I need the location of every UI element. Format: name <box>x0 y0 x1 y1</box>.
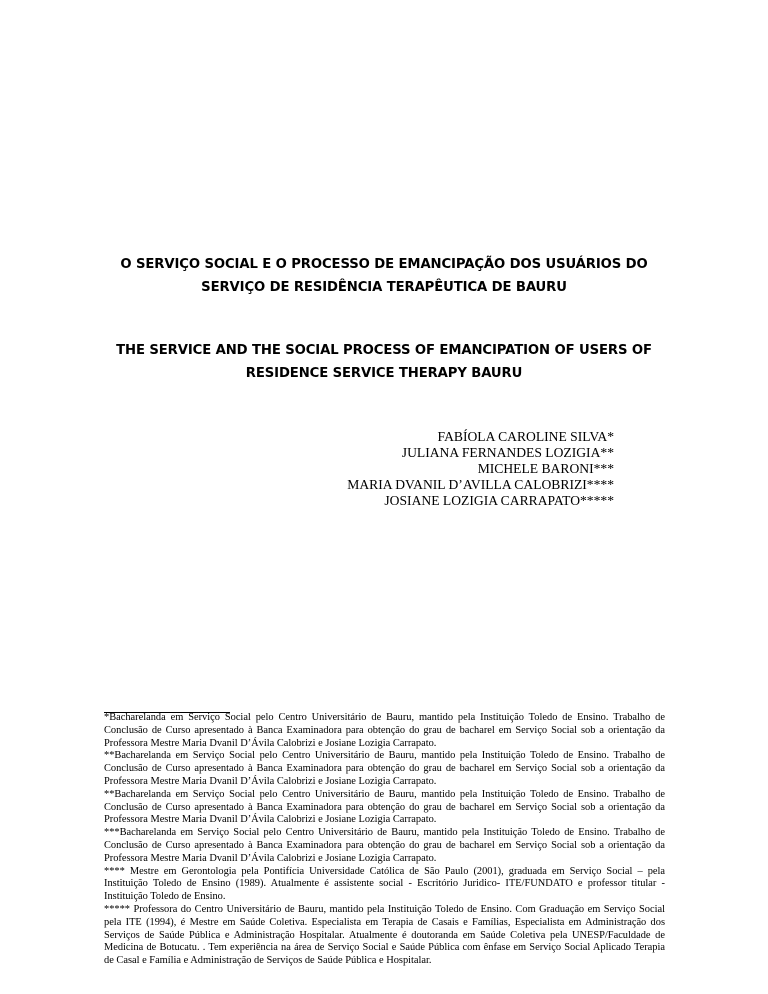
title-english <box>0 339 768 385</box>
author-1: FABÍOLA CAROLINE SILVA* <box>437 429 614 444</box>
author-list <box>347 429 614 509</box>
footnote-2: **Bacharelanda em Serviço Social pelo Centro Universitário de Bauru, mantido pela Instituição Toledo de Ensino. Trabalho de Conclusão de Curso apresentado à Banca Examinadora para obtenção do grau de bacharel em Serviço Social sob a orientação da Professora Mestre Maria Dvanil D’Ávila Calobrizi e Josiane Lozigia Carrapato. <box>104 750 665 787</box>
footnotes <box>104 712 665 968</box>
author-4: MARIA DVANIL D’AVILLA CALOBRIZI**** <box>347 477 614 492</box>
footnote-3: **Bacharelanda em Serviço Social pelo Centro Universitário de Bauru, mantido pela Instituição Toledo de Ensino. Trabalho de Conclusão de Curso apresentado à Banca Examinadora para obtenção do grau de bacharel em Serviço Social sob a orientação da Professora Mestre Maria Dvanil D’Ávila Calobrizi e Josiane Lozigia Carrapato. <box>104 788 665 826</box>
footnote-1: *Bacharelanda em Serviço Social pelo Centro Universitário de Bauru, mantido pela Instituição Toledo de Ensino. Trabalho de Conclusão de Curso apresentado à Banca Examinadora para obtenção do grau de bacharel em Serviço Social sob a orientação da Professora Mestre Maria Dvanil D’Ávila Calobrizi e Josiane Lozigia Carrapato. <box>104 712 665 749</box>
author-5: JOSIANE LOZIGIA CARRAPATO***** <box>384 493 614 508</box>
footnote-4: ***Bacharelanda em Serviço Social pelo Centro Universitário de Bauru, mantido pela Instituição Toledo de Ensino. Trabalho de Conclusão de Curso apresentado à Banca Examinadora para obtenção do grau de bacharel em Serviço Social sob a orientação da Professora Mestre Maria Dvanil D’Ávila Calobrizi e Josiane Lozigia Carrapato. <box>104 827 665 864</box>
title-english-line-2: RESIDENCE SERVICE THERAPY BAURU <box>245 366 523 381</box>
footnote-5: **** Mestre em Gerontologia pela Pontifícia Universidade Católica de São Paulo (2001), graduada em Serviço Social – pela Instituição Toledo de Ensino (1989). Atualmente é assistente social - Escritório Juridico- ITE/FUNDATO e professor titular - Instituição Toledo de Ensino. <box>104 865 665 903</box>
title-portuguese-line-2: SERVIÇO DE RESIDÊNCIA TERAPÊUTICA DE BAURU <box>201 280 567 295</box>
title-portuguese-line-1: O SERVIÇO SOCIAL E O PROCESSO DE EMANCIPAÇÃO DOS USUÁRIOS DO <box>120 257 648 272</box>
title-portuguese <box>0 253 768 299</box>
author-3: MICHELE BARONI*** <box>477 461 614 476</box>
title-english-line-1: THE SERVICE AND THE SOCIAL PROCESS OF EMANCIPATION OF USERS OF <box>116 343 652 358</box>
author-2: JULIANA FERNANDES LOZIGIA** <box>401 445 614 460</box>
footnote-6: ***** Professora do Centro Universitário de Bauru, mantido pela Instituição Toledo de Ensino. Com Graduação em Serviço Social pela ITE (1994), é Mestre em Saúde Coletiva. Especialista em Terapia de Casais e Famílias, Especialista em Administração dos Serviços de Saúde Pública e Administração Hospitalar. Atualmente é doutoranda em Saúde Coletiva pela UNESP/Faculdade de Medicina de Botucatu. . Tem experiência na área de Serviço Social e Saúde Pública com ênfase em Serviço Social Aplicado Terapia de Casal e Família e Administração de Serviços de Saúde Pública e Hospitalar. <box>104 903 665 967</box>
